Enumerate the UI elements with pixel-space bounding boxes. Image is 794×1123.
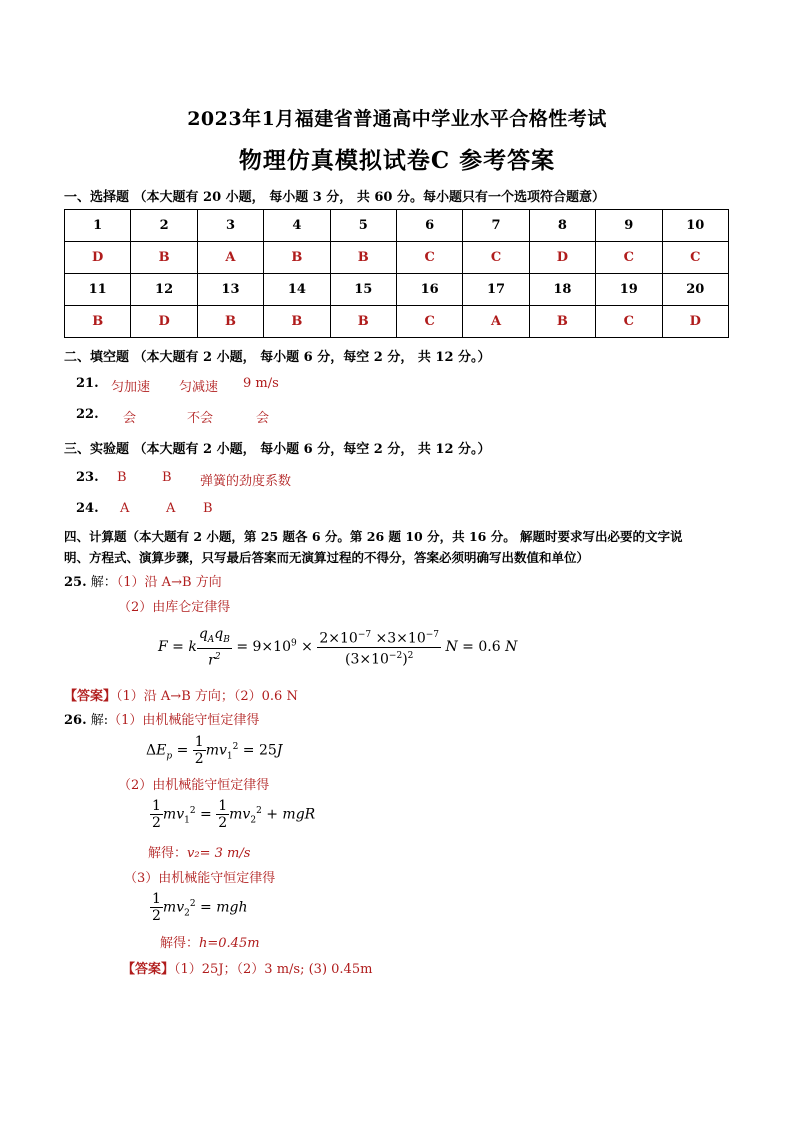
energy-formula: $\Delta E_p$ = $\frac{1}{2}$ $mv_1^2 = 25J$ <box>146 734 283 767</box>
question-number: 1 <box>65 210 131 242</box>
question-number: 11 <box>65 274 131 306</box>
question-number: 6 <box>396 210 462 242</box>
question-26-solution-label <box>64 709 259 728</box>
answer-cell: B <box>264 306 330 338</box>
fraction: $\frac{1}{2}$ <box>194 734 204 767</box>
fraction: $\frac{1}{2}$ <box>152 891 161 924</box>
answer-cell: D <box>662 306 728 338</box>
answer-label: 【答案】 <box>122 962 175 977</box>
section1-heading: 一、选择题 （本大题有 20 小题， 每小题 3 分， 共 60 分。每小题只有一个选项符合题意） <box>64 190 605 205</box>
jie-label: 解: <box>90 713 109 728</box>
answer-cell: A <box>197 242 263 274</box>
q26-part3: （3）由机械能守恒定律得 <box>124 871 276 886</box>
q25-answer-text: （1）沿 A→B 方向；（2）0.6 N <box>116 689 298 704</box>
q22-answer-3: 会 <box>256 411 270 426</box>
answer-cell: C <box>396 242 462 274</box>
question-number: 16 <box>396 274 462 306</box>
section3-heading: 三、实验题 （本大题有 2 小题， 每小题 6 分，每空 2 分， 共 12 分。） <box>64 442 491 457</box>
q26-part2: （2）由机械能守恒定律得 <box>118 778 270 793</box>
q24-answer-3: B <box>203 501 213 516</box>
answer-cell: C <box>463 242 529 274</box>
q26-solution3-value: h=0.45m <box>199 936 260 951</box>
question-number: 20 <box>662 274 728 306</box>
table-row <box>65 242 729 274</box>
fraction: $\frac{1}{2}$ <box>218 798 228 831</box>
fraction: $\frac{q_Aq_B}{r^2}$ <box>198 626 230 669</box>
answer-key-title: 物理仿真模拟试卷C 参考答案 <box>238 147 556 174</box>
q23-answer-2: B <box>162 470 172 485</box>
q22-answer-2: 不会 <box>187 411 214 426</box>
answer-cell: C <box>662 242 728 274</box>
q26-solution2 <box>148 842 250 861</box>
q25-part2: （2）由库仑定律得 <box>118 600 231 615</box>
answer-cell: B <box>264 242 330 274</box>
question-22-number: 22. <box>76 407 99 422</box>
q24-answer-1: A <box>120 501 130 516</box>
answer-cell: B <box>330 242 396 274</box>
answer-cell: B <box>330 306 396 338</box>
q25-part1: （1）沿 A→B 方向 <box>116 575 222 590</box>
answer-cell: B <box>131 242 197 274</box>
q26-part1: （1）由机械能守恒定律得 <box>108 713 260 728</box>
question-number: 9 <box>596 210 662 242</box>
question-number: 5 <box>330 210 396 242</box>
q21-answer-1: 匀加速 <box>111 380 151 395</box>
q26-answer-text: （1）25J；（2）3 m/s; (3) 0.45m <box>174 962 373 977</box>
q21-answer-3: 9 m/s <box>243 376 279 391</box>
answer-cell: C <box>596 242 662 274</box>
section4-heading-line1: 四、计算题（本大题有 2 小题，第 25 题各 6 分。第 26 题 10 分，共 16 分。 解题时要求写出必要的文字说 <box>64 529 683 544</box>
answer-cell: C <box>396 306 462 338</box>
question-number: 3 <box>197 210 263 242</box>
q21-answer-2: 匀减速 <box>179 380 219 395</box>
table-row <box>65 274 729 306</box>
question-23-number: 23. <box>76 470 99 485</box>
fraction: $\frac{1}{2}$ <box>152 798 161 831</box>
section4-heading-line2: 明、方程式、演算步骤，只写最后答案而无演算过程的不得分，答案必须明确写出数值和单位） <box>64 550 590 565</box>
answer-cell: B <box>529 306 595 338</box>
question-number: 13 <box>197 274 263 306</box>
question-25-solution-label <box>64 571 222 590</box>
question-number: 18 <box>529 274 595 306</box>
answer-cell: B <box>65 306 131 338</box>
jie-label: 解： <box>90 575 117 590</box>
answer-cell: A <box>463 306 529 338</box>
coulomb-formula: F = k $\frac{q_Aq_B}{r^2}$ = $9\times 10^9$ × $\frac{2\times 10^{-7} \times 3\times 10^{-7}}{(3\times 10^{-2})^2}$ N = 0.6 N <box>158 626 518 669</box>
q26-solution2-value: v₂= 3 m/s <box>187 846 251 861</box>
question-number: 2 <box>131 210 197 242</box>
question-number: 8 <box>529 210 595 242</box>
energy-conservation-formula-1: $\frac{1}{2}$ $mv_1^2$ = $\frac{1}{2}$ $mv_2^2$ + mgR <box>152 798 316 831</box>
question-number: 4 <box>264 210 330 242</box>
question-number: 15 <box>330 274 396 306</box>
q23-answer-3: 弹簧的劲度系数 <box>200 474 292 489</box>
solution-label: 解得： <box>148 846 188 861</box>
section2-heading: 二、填空题 （本大题有 2 小题， 每小题 6 分，每空 2 分， 共 12 分。） <box>64 350 491 365</box>
answer-cell: B <box>197 306 263 338</box>
question-number: 7 <box>463 210 529 242</box>
question-number: 19 <box>596 274 662 306</box>
question-number: 10 <box>662 210 728 242</box>
table-row <box>65 210 729 242</box>
q25-answer <box>64 685 298 704</box>
answer-cell: D <box>529 242 595 274</box>
question-21-number: 21. <box>76 376 99 391</box>
answer-label: 【答案】 <box>64 689 117 704</box>
question-number: 12 <box>131 274 197 306</box>
q26-answer <box>122 958 372 977</box>
choice-answer-table <box>64 209 729 338</box>
answer-cell: D <box>131 306 197 338</box>
table-row <box>65 306 729 338</box>
energy-conservation-formula-2: $\frac{1}{2}$ $mv_2^2$ = mgh <box>152 891 248 924</box>
q26-solution3 <box>160 932 260 951</box>
question-26-number: 26. <box>64 713 87 728</box>
answer-cell: D <box>65 242 131 274</box>
q23-answer-1: B <box>117 470 127 485</box>
exam-title: 2023年1月福建省普通高中学业水平合格性考试 <box>187 108 607 130</box>
answer-cell: C <box>596 306 662 338</box>
fraction: $\frac{2\times 10^{-7} \times 3\times 10^{-7}}{(3\times 10^{-2})^2}$ <box>317 627 441 667</box>
question-number: 17 <box>463 274 529 306</box>
question-number: 14 <box>264 274 330 306</box>
q24-answer-2: A <box>166 501 176 516</box>
question-25-number: 25. <box>64 575 87 590</box>
solution-label: 解得： <box>160 936 200 951</box>
question-24-number: 24. <box>76 501 99 516</box>
q22-answer-1: 会 <box>123 411 137 426</box>
